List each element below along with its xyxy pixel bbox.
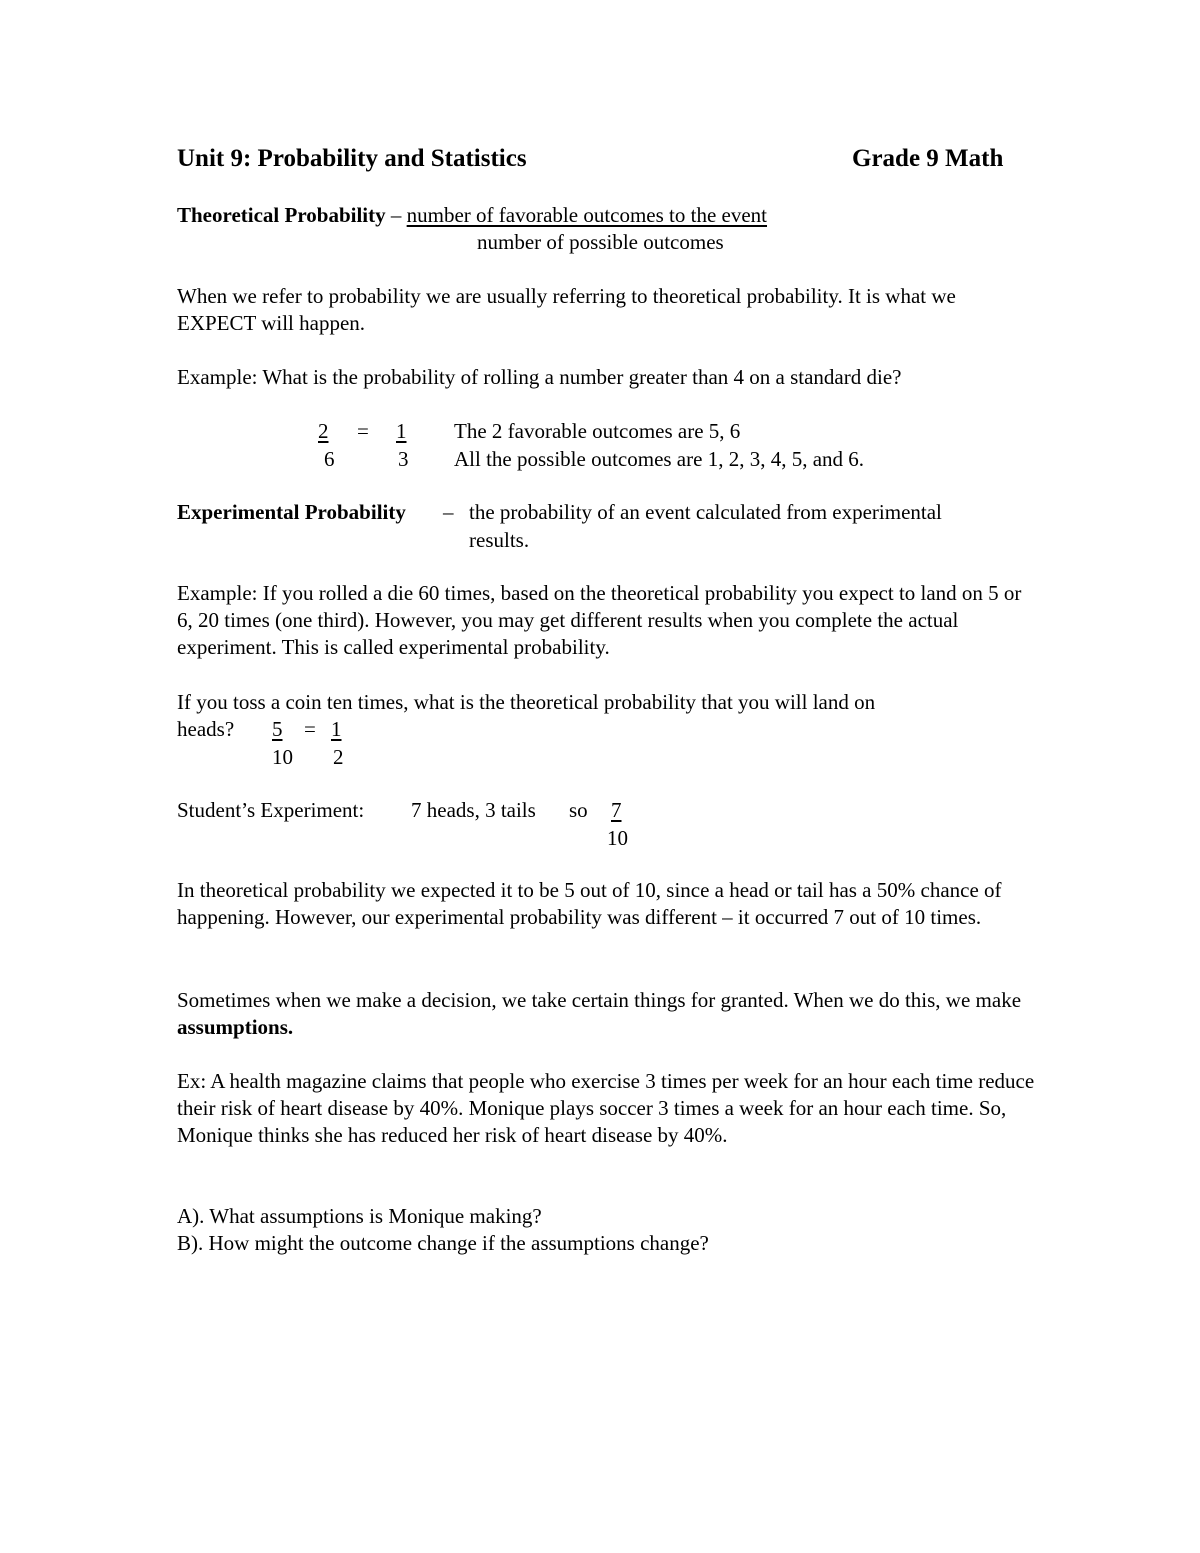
experimental-example: Example: If you rolled a die 60 times, based on the theoretical probability you expect to land on 5 or 6, 20 times (one third). However, you may get different results when you complete the actual experiment. This is called experimental probability.: [177, 581, 1022, 659]
fraction-numerator: 7: [611, 798, 622, 822]
experimental-term: Experimental Probability: [177, 500, 406, 524]
possible-note: All the possible outcomes are 1, 2, 3, 4, 5, and 6.: [454, 447, 865, 471]
theoretical-paragraph: When we refer to probability we are usually referring to theoretical probability. It is what we EXPECT will happen.: [177, 284, 956, 335]
fraction-denominator: 2: [333, 745, 344, 769]
fraction-numerator: 2: [318, 419, 329, 443]
equals-sign: =: [357, 419, 369, 443]
theoretical-definition: [177, 205, 767, 226]
coin-question-end: heads?: [177, 717, 235, 741]
fraction-denominator: 3: [398, 447, 409, 471]
experimental-dash: –: [443, 500, 454, 524]
theoretical-dash: –: [390, 203, 402, 227]
fraction-numerator: 1: [396, 419, 407, 443]
favorable-note: The 2 favorable outcomes are 5, 6: [454, 419, 741, 443]
equals-sign: =: [304, 717, 316, 741]
experimental-definition: the probability of an event calculated from experimental: [469, 500, 942, 524]
question-b: B). How might the outcome change if the assumptions change?: [177, 1231, 709, 1255]
fraction-numerator: 1: [331, 717, 342, 741]
formula-numerator: number of favorable outcomes to the event: [406, 203, 768, 227]
experiment-result: 7 heads, 3 tails: [411, 798, 536, 822]
fraction-denominator: 6: [324, 447, 335, 471]
assumptions-text: Sometimes when we make a decision, we take certain things for granted. When we do this, we make: [177, 988, 1022, 1012]
coin-question: If you toss a coin ten times, what is the theoretical probability that you will land on: [177, 690, 876, 714]
experimental-definition-cont: results.: [469, 528, 530, 552]
die-example: Example: What is the probability of rolling a number greater than 4 on a standard die?: [177, 365, 902, 389]
experiment-label: Student’s Experiment:: [177, 798, 365, 822]
fraction-denominator: 10: [607, 826, 628, 850]
assumptions-term: assumptions.: [177, 1015, 294, 1039]
health-example: Ex: A health magazine claims that people who exercise 3 times per week for an hour each time reduce their risk of heart disease by 40%. Monique plays soccer 3 times a week for an hour each time. So, Monique thinks she has reduced her risk of heart disease by 40%.: [177, 1069, 1035, 1147]
formula-denominator: number of possible outcomes: [477, 230, 724, 254]
so-word: so: [569, 798, 588, 822]
fraction-denominator: 10: [272, 745, 293, 769]
theoretical-term: Theoretical Probability: [177, 203, 386, 227]
assumptions-paragraph: [177, 987, 1037, 1041]
grade-label: Grade 9 Math: [852, 145, 1004, 172]
page-title: Unit 9: Probability and Statistics: [177, 145, 527, 172]
fraction-numerator: 5: [272, 717, 283, 741]
comparison-paragraph: In theoretical probability we expected it to be 5 out of 10, since a head or tail has a 50% chance of happening. However, our experimental probability was different – it occurred 7 out of 10 times.: [177, 878, 1002, 929]
question-a: A). What assumptions is Monique making?: [177, 1204, 542, 1228]
